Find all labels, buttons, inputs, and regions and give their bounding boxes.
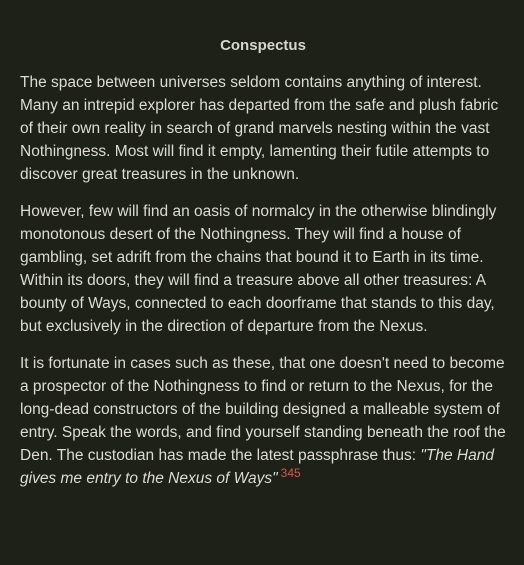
- paragraph-house: [20, 200, 506, 338]
- paragraph-passphrase: [20, 352, 506, 490]
- passphrase-quote: "The Hand gives me entry to the Nexus of Ways": [20, 447, 494, 487]
- paragraph-house-text: However, few will find an oasis of normalcy in the otherwise blindingly monotonous desert of the Nothingness. They will find a house of gambling, set adrift from the chains that bound it to Earth in its time. Within its doors, they will find a treasure above all other treasures: A bounty of Ways, connected to each doorframe that stands to this day, but exclusively in the direction of departure from the Nexus.: [20, 203, 497, 335]
- section-title: Conspectus: [220, 37, 306, 54]
- paragraph-passphrase-text: It is fortunate in cases such as these, that one doesn't need to become a prospector of the Nothingness to find or return to the Nexus, for the long-dead constructors of the building designed a malleable system of entry. Speak the words, and find yourself standing beneath the roof the Den. The custodian has made the latest passphrase thus:: [20, 355, 506, 464]
- paragraph-intro: [20, 71, 506, 186]
- footnote-reference-link[interactable]: 345: [280, 465, 301, 480]
- paragraph-intro-text: The space between universes seldom contains anything of interest. Many an intrepid explorer has departed from the safe and plush fabric of their own reality in search of grand marvels nesting within the vast Nothingness. Most will find it empty, lamenting their futile attempts to discover great treasures in the unknown.: [20, 74, 499, 183]
